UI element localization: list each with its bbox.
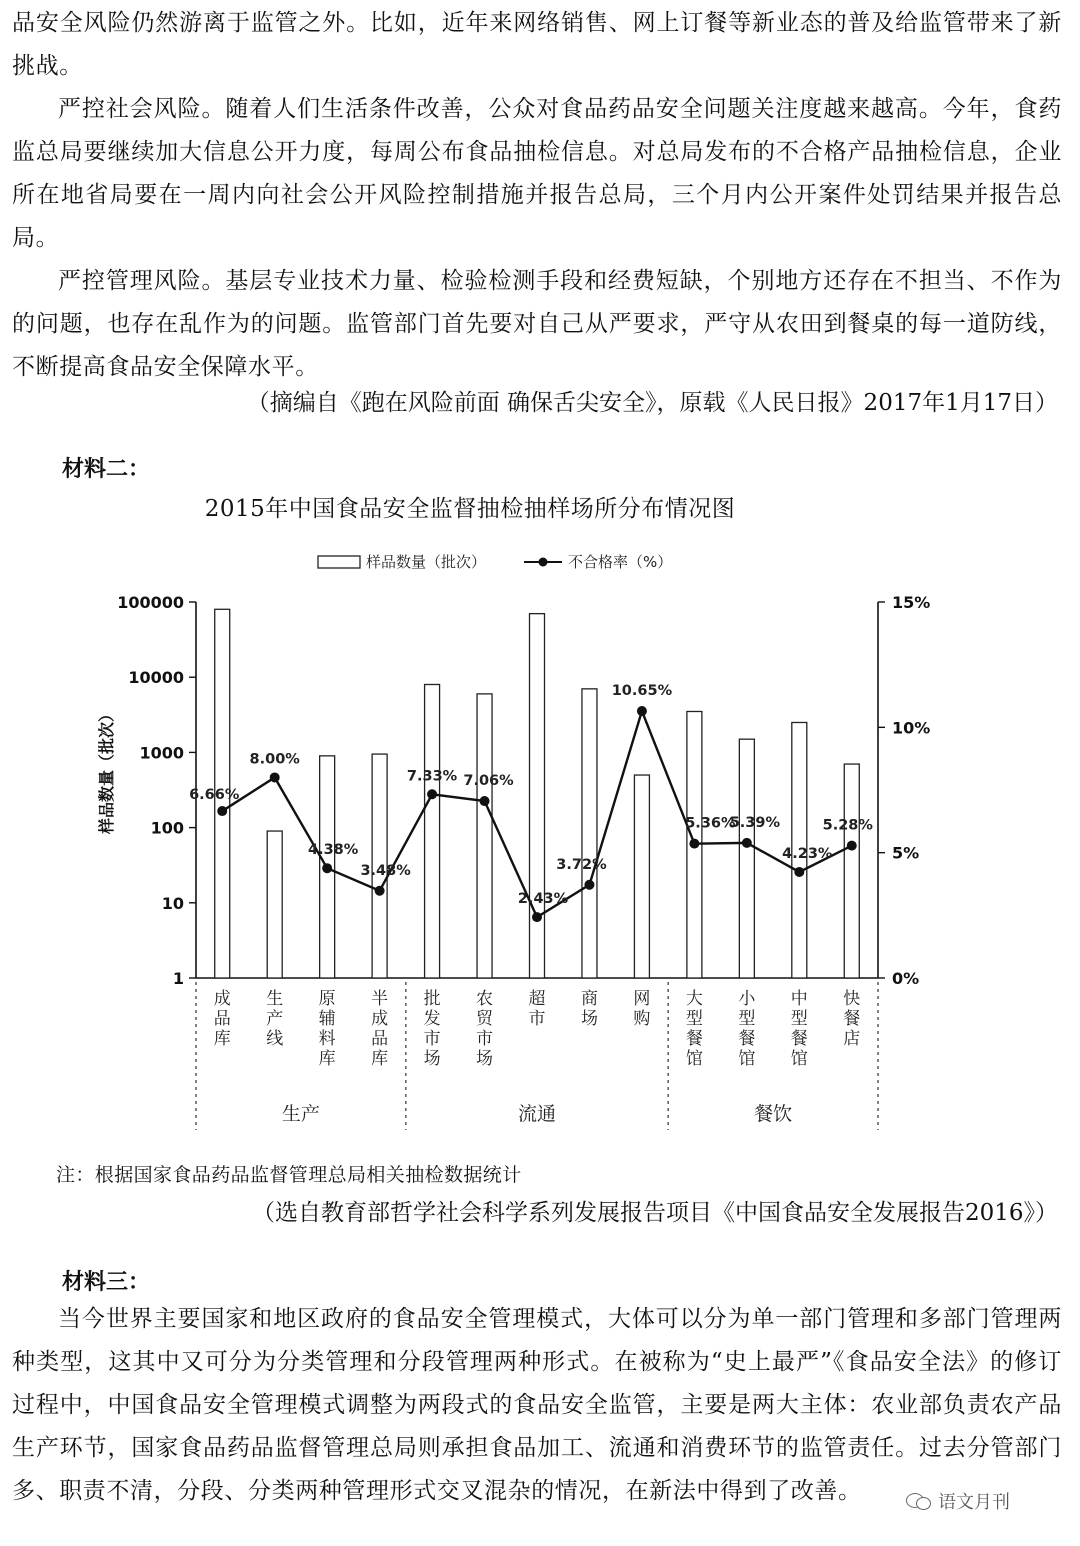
bar-生产线: [267, 831, 282, 978]
legend-bar-label: 样品数量（批次）: [366, 553, 487, 571]
bar-商场: [582, 689, 597, 978]
rate-point-商场: [584, 880, 594, 890]
rate-label-大型餐馆: 5.36%: [685, 815, 736, 832]
legend-bar-swatch: [318, 556, 360, 568]
rate-point-大型餐馆: [689, 839, 699, 849]
rate-point-快餐店: [847, 841, 857, 851]
material1-paragraph-social-risk: 严控社会风险。随着人们生活条件改善，公众对食品药品安全问题关注度越来越高。今年，食药监总局要继续加大信息公开力度，每周公布食品抽检信息。对总局发布的不合格产品抽检信息，企业所在地省局要在一周内向社会公开风险控制措施并报告总局，三个月内公开案件处罚结果并报告总局。: [12, 96, 1062, 251]
legend-line-label: 不合格率（%）: [568, 553, 673, 571]
material1-paragraph-management-risk: 严控管理风险。基层专业技术力量、检验检测手段和经费短缺，个别地方还存在不担当、不作为的问题，也存在乱作为的问题。监管部门首先要对自己从严要求，严守从农田到餐桌的每一道防线，不断提高食品安全保障水平。: [12, 268, 1062, 380]
bar-批发市场: [425, 684, 440, 978]
rate-label-商场: 3.72%: [556, 856, 607, 873]
y-left-tick-label: 100000: [117, 593, 184, 612]
category-label: 超市: [528, 989, 546, 1029]
rate-label-半成品库: 3.48%: [360, 862, 411, 879]
category-label: 大型餐馆: [685, 989, 703, 1069]
category-label: 农贸市场: [476, 989, 494, 1069]
chart-note: 注：根据国家食品药品监督管理总局相关抽检数据统计: [56, 1164, 522, 1186]
y-left-tick-label: 1000: [139, 743, 184, 763]
y-right-tick-label: 0%: [892, 969, 920, 988]
rate-label-网购: 10.65%: [611, 683, 673, 700]
category-label: 生产线: [266, 989, 284, 1049]
wechat-icon: [906, 1491, 932, 1511]
bar-小型餐馆: [739, 739, 754, 978]
rate-point-半成品库: [375, 886, 385, 896]
material1-source: （摘编自《跑在风险前面 确保舌尖安全》，原载《人民日报》2017年1月17日）: [246, 390, 1058, 416]
y-right-tick-label: 10%: [892, 718, 931, 738]
rate-point-网购: [637, 706, 647, 716]
bar-快餐店: [844, 764, 859, 978]
material2-heading: 材料二：: [62, 457, 151, 482]
y-left-tick-label: 1: [172, 969, 184, 988]
bar-农贸市场: [477, 694, 492, 978]
y-axis-label: 样品数量（批次）: [97, 705, 116, 835]
group-label-流通: 流通: [517, 1103, 557, 1125]
rate-label-超市: 2.43%: [517, 891, 569, 908]
material3-heading: 材料三：: [62, 1270, 151, 1295]
rate-point-生产线: [270, 772, 280, 782]
category-label: 批发市场: [423, 989, 441, 1069]
category-label: 原辅料库: [318, 989, 336, 1069]
chart-title: 2015年中国食品安全监督抽检抽样场所分布情况图: [204, 496, 736, 522]
group-label-生产: 生产: [281, 1103, 320, 1125]
rate-label-农贸市场: 7.06%: [463, 773, 514, 790]
rate-point-农贸市场: [480, 796, 490, 806]
rate-label-生产线: 8.00%: [249, 751, 300, 768]
rate-point-批发市场: [427, 789, 437, 799]
category-label: 快餐店: [843, 989, 861, 1049]
sampling-distribution-chart: [0, 540, 1080, 1145]
category-label: 网购: [633, 989, 651, 1029]
material3-paragraph: 当今世界主要国家和地区政府的食品安全管理模式，大体可以分为单一部门管理和多部门管理两种类型，这其中又可分为分类管理和分段管理两种形式。在被称为“史上最严”《食品安全法》的修订过程中，中国食品安全管理模式调整为两段式的食品安全监管，主要是两大主体：农业部负责农产品生产环节，国家食品药品监督管理总局则承担食品加工、流通和消费环节的监管责任。过去分管部门多、职责不清，分段、分类两种管理形式交叉混杂的情况，在新法中得到了改善。: [12, 1306, 1062, 1504]
y-left-tick-label: 10: [161, 893, 184, 913]
bar-超市: [530, 614, 545, 978]
category-label: 半成品库: [371, 989, 389, 1069]
rate-label-快餐店: 5.28%: [822, 817, 873, 834]
y-left-tick-label: 10000: [128, 668, 184, 688]
material1-paragraph-end: 品安全风险仍然游离于监管之外。比如，近年来网络销售、网上订餐等新业态的普及给监管带来了新挑战。: [12, 10, 1062, 79]
rate-label-成品库: 6.66%: [189, 787, 240, 804]
y-left-tick-label: 100: [150, 818, 184, 838]
rate-label-原辅料库: 4.38%: [307, 842, 359, 859]
y-right-tick-label: 15%: [892, 593, 931, 612]
rate-label-小型餐馆: 5.39%: [729, 814, 781, 831]
rate-point-中型餐馆: [794, 867, 804, 877]
rate-point-原辅料库: [322, 863, 332, 873]
category-label: 小型餐馆: [738, 989, 756, 1069]
group-label-餐饮: 餐饮: [754, 1103, 793, 1125]
category-label: 中型餐馆: [790, 989, 808, 1069]
category-label: 商场: [580, 989, 598, 1029]
y-right-tick-label: 5%: [892, 843, 920, 863]
material2-source: （选自教育部哲学社会科学系列发展报告项目《中国食品安全发展报告2016》）: [251, 1200, 1058, 1226]
rate-label-批发市场: 7.33%: [406, 768, 458, 785]
legend-line-marker: [539, 558, 548, 567]
rate-point-超市: [532, 912, 542, 922]
rate-label-中型餐馆: 4.23%: [782, 845, 833, 862]
watermark: [906, 1488, 1010, 1514]
rate-point-小型餐馆: [742, 838, 752, 848]
category-label: 成品库: [213, 989, 231, 1049]
rate-point-成品库: [217, 806, 227, 816]
watermark-text: 语文月刊: [938, 1492, 1010, 1513]
bar-网购: [634, 775, 649, 978]
